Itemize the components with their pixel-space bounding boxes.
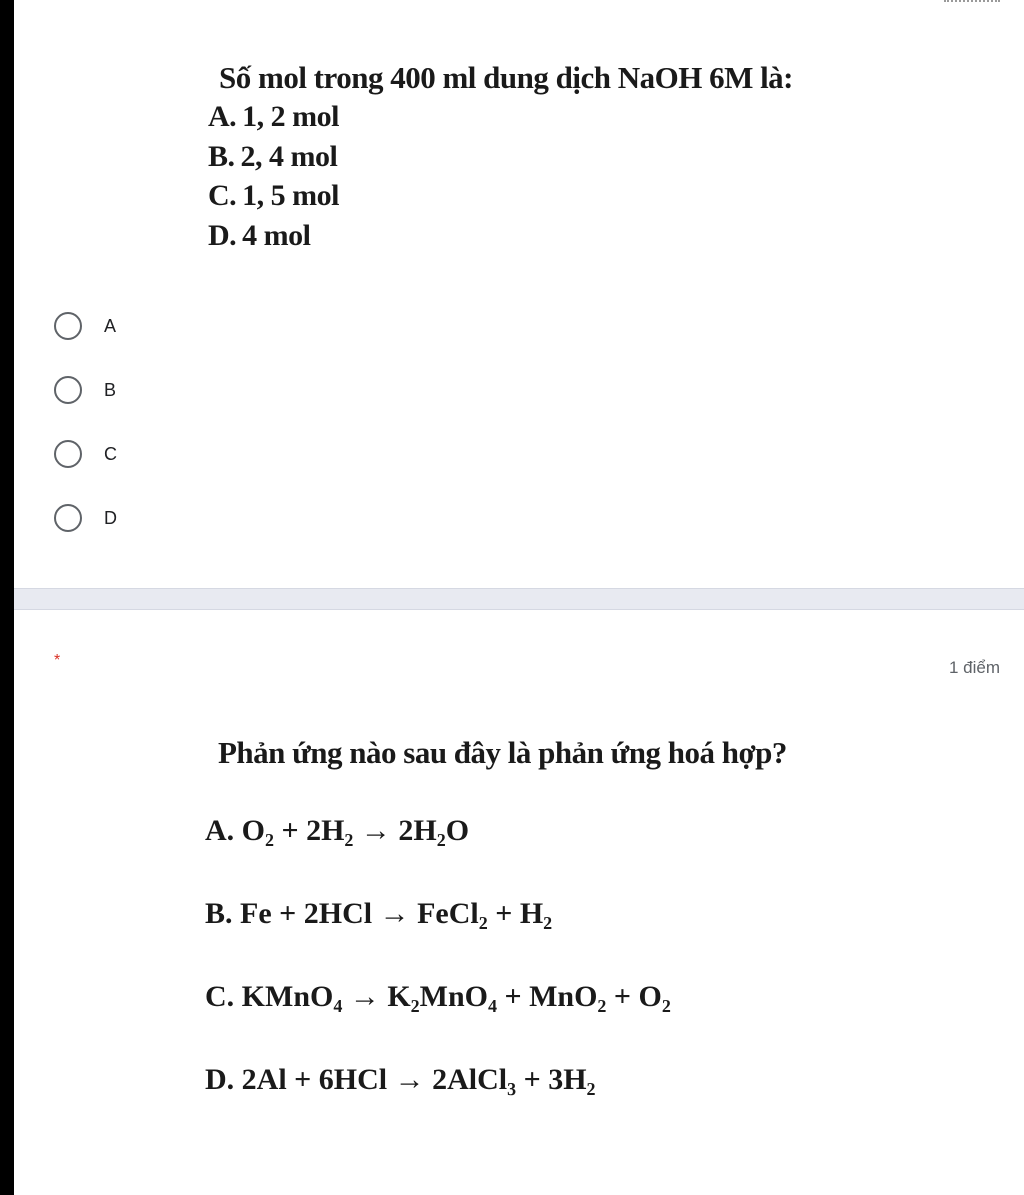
question-2-option-a — [205, 814, 469, 848]
radio-choice-a[interactable] — [54, 311, 116, 341]
option-text: 2, 4 mol — [240, 140, 338, 173]
question-1-option-b — [208, 140, 337, 174]
radio-button[interactable] — [54, 376, 82, 404]
question-2-option-b — [205, 897, 552, 931]
corner-mark — [944, 0, 1000, 5]
question-1-option-d — [208, 219, 311, 253]
radio-button[interactable] — [54, 504, 82, 532]
radio-button[interactable] — [54, 312, 82, 340]
option-letter: D. — [205, 1063, 235, 1096]
radio-choice-b[interactable] — [54, 375, 116, 405]
question-1-option-a — [208, 100, 339, 134]
option-letter: C. — [205, 980, 235, 1013]
option-text: 1, 2 mol — [242, 100, 339, 133]
radio-label: D — [104, 507, 117, 528]
option-text: 4 mol — [242, 219, 311, 252]
question-1-option-c — [208, 179, 339, 213]
radio-label: A — [104, 315, 117, 336]
option-text: 1, 5 mol — [242, 179, 339, 212]
section-divider — [14, 588, 1024, 610]
radio-label: B — [104, 379, 117, 400]
option-equation: Fe + 2HCl → FeCl₂ + H₂ — [240, 897, 553, 930]
radio-choice-d[interactable] — [54, 503, 117, 533]
question-1-text: Số mol trong 400 ml dung dịch NaOH 6M là: — [219, 60, 794, 95]
option-letter: D. — [208, 219, 237, 252]
question-card-1 — [14, 0, 1024, 588]
option-equation: O₂ + 2H₂ → 2H₂O — [241, 814, 470, 847]
option-equation: 2Al + 6HCl → 2AlCl₃ + 3H₂ — [241, 1063, 596, 1096]
question-2-text: Phản ứng nào sau đây là phản ứng hoá hợp? — [218, 735, 787, 770]
option-letter: A. — [208, 100, 237, 133]
option-letter: C. — [208, 179, 237, 212]
required-asterisk: * — [54, 652, 61, 669]
radio-choice-c[interactable] — [54, 439, 117, 469]
option-letter: A. — [205, 814, 235, 847]
question-2-option-c — [205, 980, 671, 1014]
question-2-option-d — [205, 1063, 596, 1097]
radio-button[interactable] — [54, 440, 82, 468]
option-equation: KMnO₄ → K₂MnO₄ + MnO₂ + O₂ — [241, 980, 671, 1013]
option-letter: B. — [205, 897, 233, 930]
points-label: 1 điểm — [948, 658, 1000, 677]
option-letter: B. — [208, 140, 235, 173]
radio-label: C — [104, 443, 117, 464]
